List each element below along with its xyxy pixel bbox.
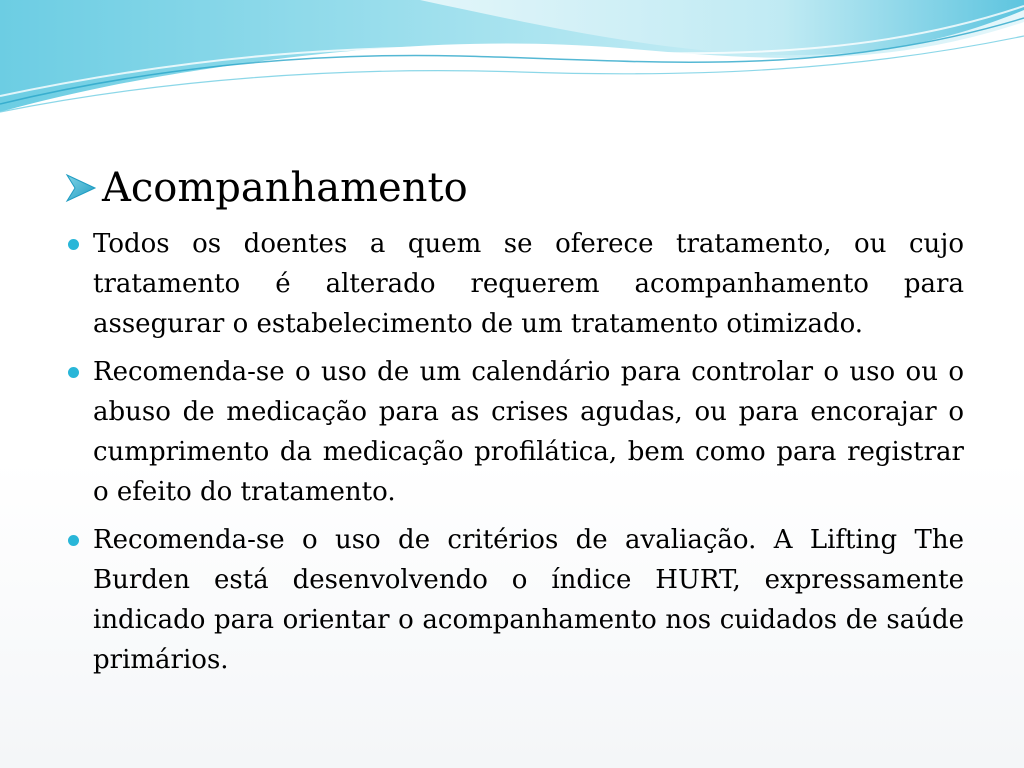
slide-content [64, 160, 964, 688]
arrow-bullet-icon [64, 171, 98, 205]
list-item [64, 224, 964, 344]
bullet-text: Recomenda-se o uso de um calendário para controlar o uso ou o abuso de medicação para as crises agudas, ou para encorajar o cumprimento da medicação profilática, bem como para registrar o efeito do tratamento. [93, 357, 964, 507]
list-item [64, 520, 964, 680]
slide-title: Acompanhamento [102, 165, 468, 211]
decorative-wave-header [0, 0, 1024, 130]
bullet-text: Todos os doentes a quem se oferece tratamento, ou cujo tratamento é alterado requerem acompanhamento para assegurar o estabelecimento de um tratamento otimizado. [93, 229, 964, 339]
slide-heading [64, 160, 964, 216]
bullet-dot-icon [68, 535, 79, 546]
bullet-text: Recomenda-se o uso de critérios de avaliação. A Lifting The Burden está desenvolvendo o índice HURT, expressamente indicado para orientar o acompanhamento nos cuidados de saúde primários. [93, 525, 964, 675]
list-item [64, 352, 964, 512]
bullet-dot-icon [68, 367, 79, 378]
bullet-list [64, 224, 964, 680]
bullet-dot-icon [68, 239, 79, 250]
